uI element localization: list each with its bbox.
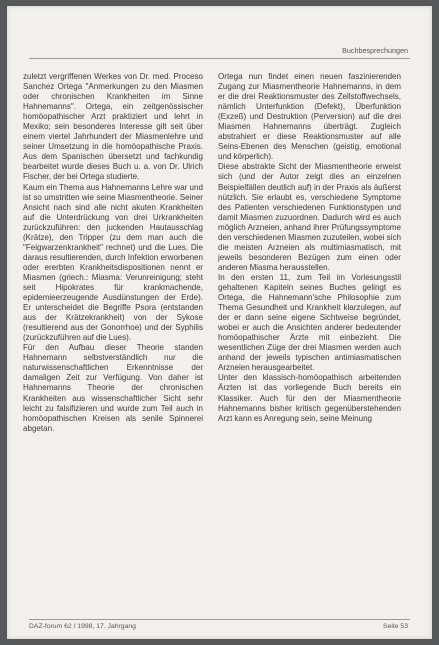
header-rule xyxy=(29,58,410,59)
page-number: Seite 53 xyxy=(383,623,408,630)
journal-citation: DAZ-forum 62 / 1998, 17. Jahrgang xyxy=(29,623,136,630)
paragraph: In den ersten 11, zum Teil im Vorlesungsstil gehaltenen Kapiteln seines Buches gelingt es Ortega, die Hahnemann'sche Philosophie zum Thema Gesundheit und Krankheit klarzulegen, auf der er dann seine eigene Sichtweise begründet, wobei er auch die Ansichten anderer bedeutender homöopathischer Ärzte mit einbezieht. Die wesentlichen Züge der drei Miasmen werden auch anhand der jeweils typischen antimiasmatischen Arzneien herausgearbeitet. xyxy=(218,272,401,373)
paragraph: Für den Aufbau dieser Theorie standen Hahnemann selbstverständlich nur die naturwissenschaftlichen Erkenntnisse der damaligen Zeit zur Verfügung. Von daher ist Hahnemanns Theorie der chronischen Krankheiten aus wissenschaftlicher Sicht sehr leicht zu falsifizieren und wurde zum Teil auch in homöopathischen Kreisen als senile Spinnerei abgetan. xyxy=(23,343,203,433)
paragraph: Diese abstrakte Sicht der Miasmentheorie erweist sich (und der Autor zeigt dies an einzelnen Beispielfällen deutlich auf) in der Praxis als äußerst nützlich. Sie erlaubt es, verschiedene Symptome des Patienten verschiedenen Funktionstypen und damit Miasmen zuzuordnen. Dadurch wird es auch möglich Arzneien, anhand ihrer Prüfungssymptome den verschiedenen Miasmen zuzuteilen, wobei sich die meisten Arzneien als multimiasmatisch, mit jeweils besonderen Bezügen zum einen oder anderen Miasma herausstellen. xyxy=(218,162,401,272)
paragraph: zuletzt vergriffenen Werkes von Dr. med. Proceso Sanchez Ortega "Anmerkungen zu den Miasmen oder chronischen Krankheiten im Sinne Hahnemanns". Ortega, ein zeitgenössischer homöopathischer Arzt praktiziert und lehrt in Mexiko; sein besonderes Interesse gilt seit über einem viertel Jahrhundert der Miasmenlehre und seiner Umsetzung in die homöopathische Praxis. Aus dem Spanischen übersetzt und fachkundig bearbeitet wurde dieses Buch u. a. von Dr. Ulrich Fischer, der bei Ortega studierte. xyxy=(23,72,203,182)
paragraph: Kaum ein Thema aus Hahnemanns Lehre war und ist so umstritten wie seine Miasmentheorie. Seiner Ansicht nach sind alle nicht akuten Krankheiten auf die Unterdrückung von drei Urkrankheiten zurückzuführen: den juckenden Hautausschlag (Krätze), den Tripper (zu dem man auch die "Feigwarzenkrankheit" rechnet) und die Lues. Die daraus resultierenden, durch Infektion erworbenen oder ererbten Krankheitsdispositionen nennt er Miasmen (griech.: Miasma: Verunreinigung; steht seit Hipokrates für krankmachende, epidemieerzeugende Ausdünstungen der Erde). Er unterscheidet die Begriffe Psora (entstanden aus der Krätzekrankheit) von der Sykose (resultierend aus der Gonorrhoe) und der Syphilis (zurückzuführen auf die Lues). xyxy=(23,182,203,343)
document-page xyxy=(7,6,432,639)
running-head: Buchbesprechungen xyxy=(342,46,408,55)
left-column xyxy=(23,72,203,434)
footer-rule xyxy=(29,619,410,620)
paragraph: Ortega nun findet einen neuen faszinierenden Zugang zur Miasmentheorie Hahnemanns, in dem er die drei Reaktionsmuster des Zellstoffwechsels, nämlich Unterfunktion (Defekt), Überfunktion (Exzeß) und Destruktion (Perversion) auf die drei Miasmen Hahnemanns überträgt. Zugleich abstrahiert er diese Reaktionsmuster auf alle Seins-Ebenen des Menschen (geistig, emotional und körperlich). xyxy=(218,72,401,162)
right-column xyxy=(218,72,401,424)
paragraph: Unter den klassisch-homöopathisch arbeitenden Ärzten ist das vorliegende Buch bereits ein Klassiker. Auch für den der Miasmentheorie Hahnemanns bisher kritisch gegenüberstehenden Arzt kann es Anregung sein, seine Meinung xyxy=(218,373,401,423)
